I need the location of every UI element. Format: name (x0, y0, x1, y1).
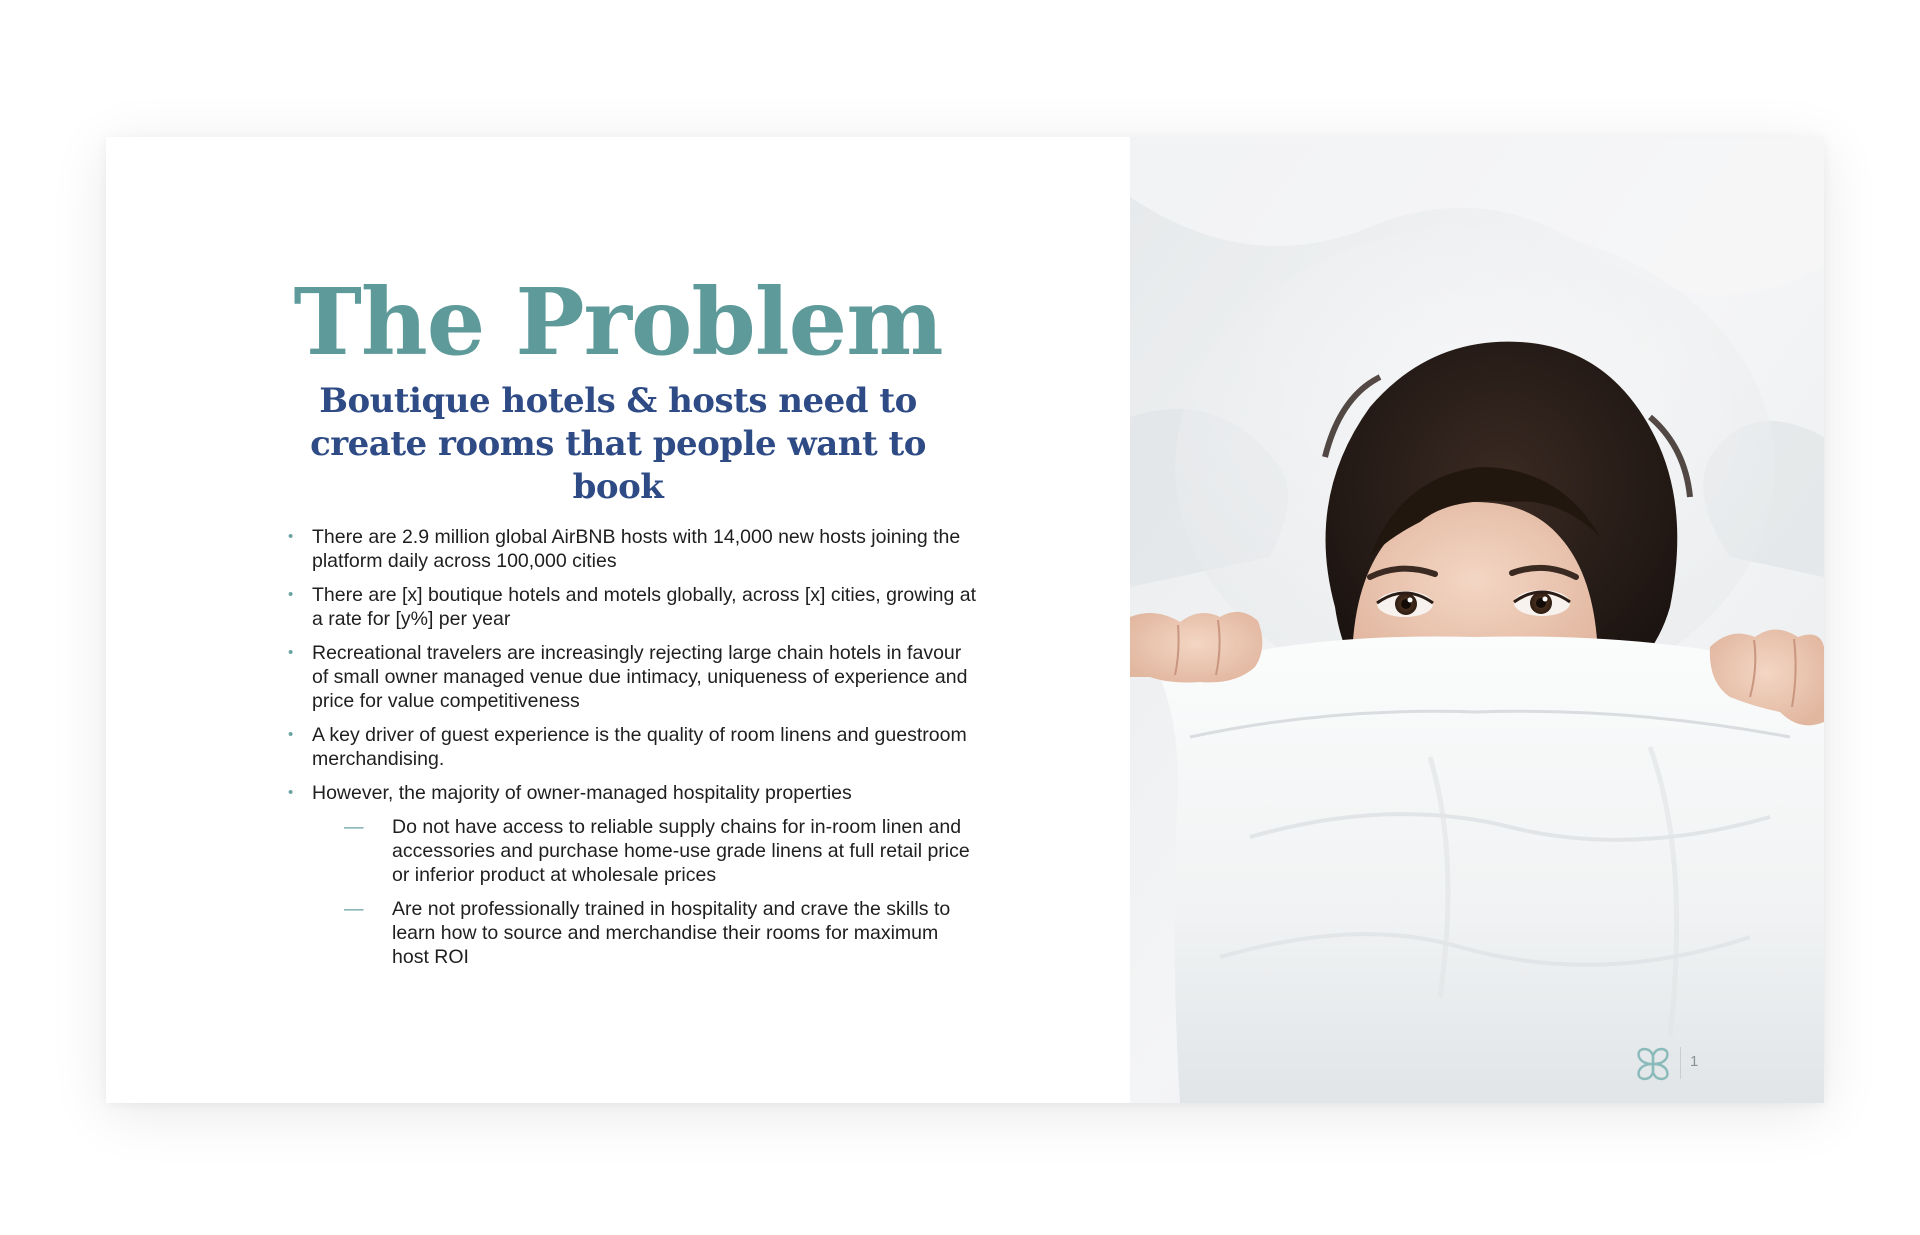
sub-bullet-item (278, 815, 978, 887)
sub-bullet-text: Do not have access to reliable supply chains for in-room linen and accessories and purchase home-use grade linens at full retail price or inferior product at wholesale prices (392, 816, 970, 886)
bullet-text: Recreational travelers are increasingly rejecting large chain hotels in favour of small owner managed venue due intimacy, uniqueness of experience and price for value competitiveness (312, 642, 968, 712)
text-panel (106, 137, 1130, 1103)
bullet-item (278, 641, 978, 713)
photo-illustration (1130, 137, 1824, 1103)
sub-bullet-item (278, 897, 978, 969)
footer-divider (1680, 1047, 1681, 1079)
sub-bullet-text: Are not professionally trained in hospitality and crave the skills to learn how to source and merchandise their rooms for maximum host ROI (392, 898, 951, 968)
left-eye-highlight (1408, 598, 1413, 603)
bullet-marker: • (288, 644, 294, 661)
bullet-text: There are [x] boutique hotels and motels globally, across [x] cities, growing at a rate for [y%] per year (312, 584, 977, 630)
bullet-marker: • (288, 784, 294, 801)
sub-bullet-marker: — (344, 898, 364, 920)
bullet-item (278, 525, 978, 573)
sub-bullet-marker: — (344, 816, 364, 838)
bullet-item (278, 583, 978, 631)
right-eye-highlight (1543, 597, 1548, 602)
bullet-marker: • (288, 726, 294, 743)
bullet-marker: • (288, 586, 294, 603)
bullet-list (278, 525, 978, 979)
left-hand (1130, 612, 1262, 683)
sub-bullet-list (278, 815, 978, 969)
slide-title: The Problem (293, 268, 943, 376)
hero-photo (1130, 137, 1824, 1103)
bullet-marker: • (288, 528, 294, 545)
page-number: 1 (1690, 1053, 1699, 1070)
slide-subtitle: Boutique hotels & hosts need to create rooms that people want to book (310, 381, 926, 507)
bullet-item (278, 723, 978, 771)
slide (106, 137, 1824, 1103)
bullet-text: There are 2.9 million global AirBNB hosts with 14,000 new hosts joining the platform daily across 100,000 cities (312, 526, 961, 572)
bullet-text: A key driver of guest experience is the quality of room linens and guestroom merchandising. (312, 724, 967, 770)
sheet (1160, 636, 1824, 1103)
clover-knot-logo-icon (1634, 1045, 1672, 1083)
bullet-item (278, 781, 978, 969)
bullet-text: However, the majority of owner-managed hospitality properties (312, 782, 852, 804)
